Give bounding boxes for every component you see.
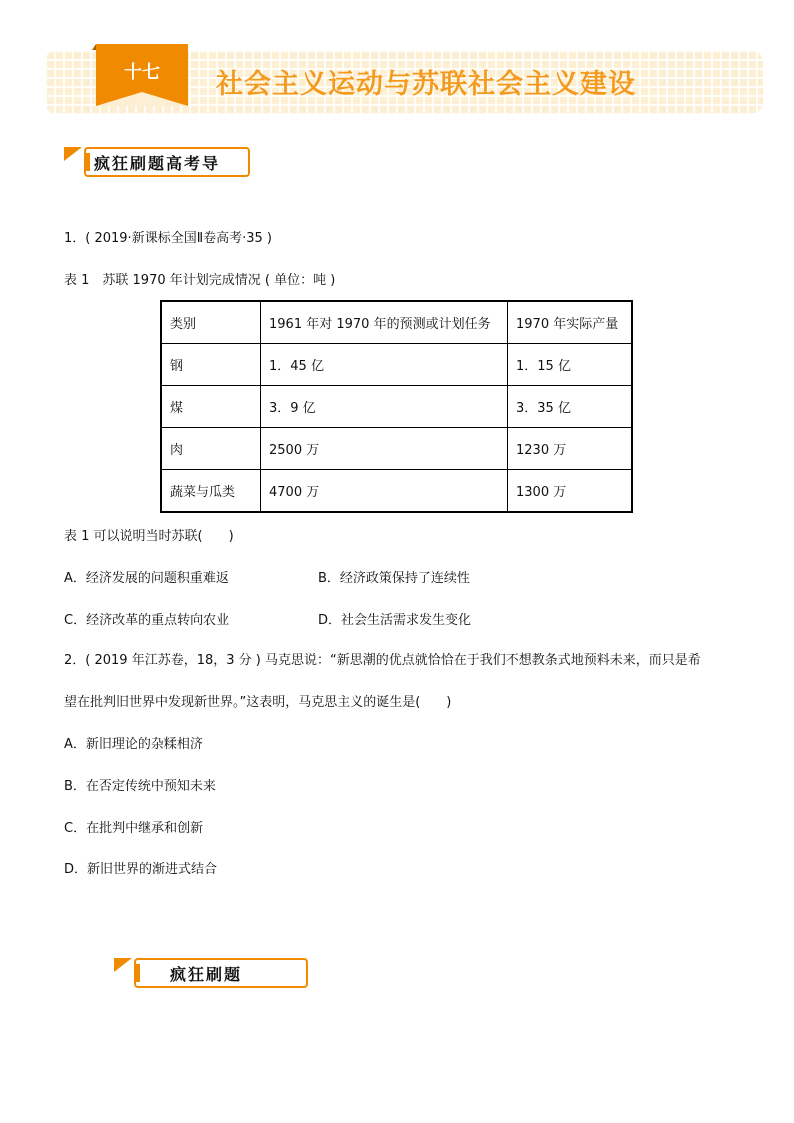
table-cell: 蔬菜与瓜类 xyxy=(161,470,261,513)
table-row xyxy=(161,428,632,470)
table-cell: 2500 万 xyxy=(261,428,508,470)
table-cell: 1．45 亿 xyxy=(261,344,508,386)
table-row xyxy=(161,470,632,513)
table-cell: 钢 xyxy=(161,344,261,386)
table-header-cell: 类别 xyxy=(161,301,261,344)
banner-tab-notch xyxy=(96,92,188,106)
table-cell: 1．15 亿 xyxy=(508,344,633,386)
chapter-number: 十七 xyxy=(124,62,160,83)
table-row xyxy=(161,344,632,386)
q1-table-caption: 表 1 苏联 1970 年计划完成情况 ( 单位：吨 ) xyxy=(64,273,336,288)
table-cell: 3．9 亿 xyxy=(261,386,508,428)
section-heading-label: 疯狂刷题高考导 xyxy=(94,154,221,173)
table-cell: 煤 xyxy=(161,386,261,428)
table-cell: 3．35 亿 xyxy=(508,386,633,428)
q2-stem-line1: 2．( 2019 年江苏卷，18，3 分 ) 马克思说：“新思潮的优点就恰恰在于我们不想教条式地预料未来，而只是希 xyxy=(64,653,701,668)
table-cell: 1300 万 xyxy=(508,470,633,513)
q1-stem: 表 1 可以说明当时苏联( ) xyxy=(64,529,234,544)
q1-option-b: B．经济政策保持了连续性 xyxy=(318,571,470,586)
section-heading-exam-guide xyxy=(64,147,254,177)
table-cell: 4700 万 xyxy=(261,470,508,513)
chapter-title: 社会主义运动与苏联社会主义建设 xyxy=(216,69,636,100)
q1-source: 1．( 2019·新课标全国Ⅱ卷高考·35 ) xyxy=(64,231,272,246)
table-header-row xyxy=(161,301,632,344)
table-cell: 1230 万 xyxy=(508,428,633,470)
section-heading-drills xyxy=(114,958,308,988)
q2-option-b: B．在否定传统中预知未来 xyxy=(64,779,216,794)
section-flag-icon xyxy=(114,958,132,972)
q1-option-c: C．经济改革的重点转向农业 xyxy=(64,613,230,628)
q1-option-d: D．社会生活需求发生变化 xyxy=(318,613,472,628)
section-heading-label: 疯狂刷题 xyxy=(170,965,243,984)
table-row xyxy=(161,386,632,428)
section-flag-icon xyxy=(64,147,82,161)
q1-option-a: A．经济发展的问题积重难返 xyxy=(64,571,229,586)
table-cell: 肉 xyxy=(161,428,261,470)
q2-option-c: C．在批判中继承和创新 xyxy=(64,821,204,836)
q1-table xyxy=(160,300,633,513)
table-header-cell: 1961 年对 1970 年的预测或计划任务 xyxy=(261,301,508,344)
q2-stem-line2: 望在批判旧世界中发现新世界。”这表明，马克思主义的诞生是( ) xyxy=(64,695,452,710)
table-header-cell: 1970 年实际产量 xyxy=(508,301,633,344)
q2-option-d: D．新旧世界的渐进式结合 xyxy=(64,862,218,877)
q2-option-a: A．新旧理论的杂糅相济 xyxy=(64,737,203,752)
